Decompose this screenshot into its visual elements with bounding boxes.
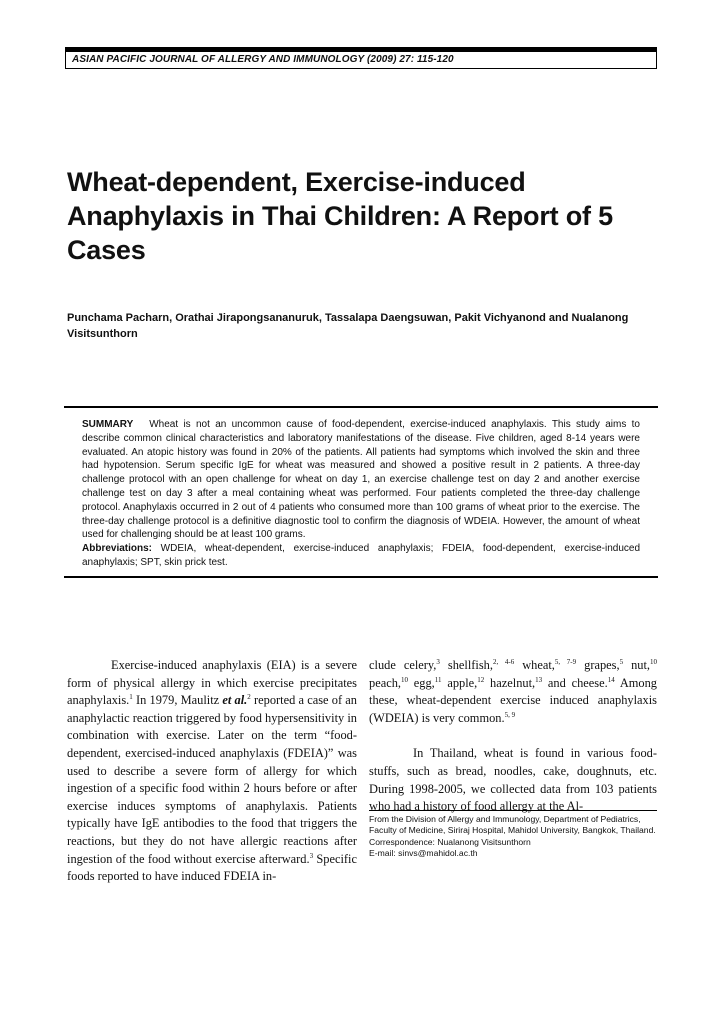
body-text: clude celery, <box>369 658 437 672</box>
citation-ref: 2 <box>247 693 251 702</box>
body-text-italic: et al. <box>222 693 248 708</box>
citation-ref: 11 <box>434 675 442 684</box>
affiliation-footnote <box>369 814 657 860</box>
footnote-divider <box>369 810 657 811</box>
citation-ref: 5, 9 <box>504 710 516 719</box>
citation-ref: 1 <box>129 693 133 702</box>
body-text: hazelnut, <box>484 675 536 690</box>
citation-ref: 10 <box>401 675 408 684</box>
body-text: nut, <box>623 658 651 672</box>
summary-label: SUMMARY <box>82 419 134 430</box>
paragraph-gap <box>369 727 657 745</box>
body-text: In 1979, Maulitz <box>132 693 223 708</box>
abbreviations-paragraph <box>82 542 640 570</box>
body-column-right <box>369 657 657 816</box>
body-text: egg, <box>408 675 435 690</box>
body-paragraph-2: In Thailand, wheat is found in various food-stuffs, such as bread, noodles, cake, doughnuts, etc. During 1998-2005, we collected data from 103 patients who had a history of food allergy at the Al- <box>369 746 657 814</box>
citation-ref: 14 <box>607 675 615 684</box>
body-text: reported a case of an anaphylactic reaction triggered by food hypersensitivity in combination with exercise. Later on the term “food-dependent, exercised-induced anaphylaxis (FDEIA)” was used to describe a severe form of allergy for which ingestion of a specific food within 2 hours before or after exercise induces symptoms of anaphylaxis. Patients typically have IgE antibodies to the food that triggers the reactions, but they do not have allergic reactions after ingestion of the food without exercise afterward. <box>67 693 357 866</box>
article-title: Wheat-dependent, Exercise-induced Anaphylaxis in Thai Children: A Report of 5 Cases <box>67 167 613 265</box>
citation-ref: 2, 4-6 <box>492 657 515 666</box>
citation-ref: 5, 7-9 <box>554 657 577 666</box>
footnote-correspondence: Correspondence: Nualanong Visitsunthorn <box>369 836 531 847</box>
footnote-email: E-mail: sinvs@mahidol.ac.th <box>369 848 478 859</box>
abbreviations-label: Abbreviations: <box>82 543 153 555</box>
journal-header: ASIAN PACIFIC JOURNAL OF ALLERGY AND IMMUNOLOGY (2009) 27: 115-120 <box>65 47 657 69</box>
citation-ref: 3 <box>436 657 440 666</box>
body-text: Specific foods reported to have induced FDEIA in- <box>67 851 357 884</box>
citation-ref: 12 <box>477 675 485 684</box>
summary-paragraph <box>82 418 640 542</box>
body-text: grapes, <box>576 658 620 672</box>
footnote-affiliation: From the Division of Allergy and Immunology, Department of Pediatrics, Faculty of Medicine, Siriraj Hospital, Mahidol University, Bangkok, Thailand. <box>369 814 656 836</box>
body-column-left <box>67 657 357 886</box>
body-paragraph-1-cont <box>369 657 657 727</box>
body-text: Exercise-induced anaphylaxis (EIA) is a severe form of physical allergy in which exercise precipitates anaphylaxis. <box>67 658 357 708</box>
body-text: and cheese. <box>542 675 608 690</box>
citation-ref: 5 <box>619 657 624 666</box>
body-text: wheat, <box>514 658 555 672</box>
body-text: apple, <box>441 675 478 690</box>
body-text: peach, <box>369 675 401 690</box>
body-text: shellfish, <box>439 658 493 672</box>
citation-ref: 13 <box>535 675 543 684</box>
body-text: Among these, wheat-dependent exercise induced anaphylaxis (WDEIA) is very common. <box>369 675 657 725</box>
body-paragraph-1 <box>67 657 357 886</box>
summary-box <box>64 406 658 578</box>
citation-ref: 10 <box>650 657 658 666</box>
citation-ref: 3 <box>309 851 314 860</box>
abbreviations-text: WDEIA, wheat-dependent, exercise-induced anaphylaxis; FDEIA, food-dependent, exercise-induced anaphylaxis; SPT, skin prick test. <box>82 543 641 568</box>
author-list: Punchama Pacharn, Orathai Jirapongsananuruk, Tassalapa Daengsuwan, Pakit Vichyanond and Nualanong Visitsunthorn <box>67 312 629 340</box>
summary-text: Wheat is not an uncommon cause of food-dependent, exercise-induced anaphylaxis. This study aims to describe common clinical characteristics and laboratory manifestations of the disease. Five children, aged 8-14 years were evaluated. An atopic history was found in 20% of the patients. All patients had symptoms which involved the skin and three had hypotension. Serum specific IgE for wheat was measured and showed a positive result in 2 patients. A three-day challenge protocol with an open challenge for wheat on day 1, an exercise challenge test on day 2 and another exercise challenge test on day 3 after a meal containing wheat was performed. Four patients completed the three-day challenge protocol. Anaphylaxis occurred in 2 out of 4 patients who consumed more than 100 grams of wheat prior to the exercise. The three-day challenge protocol is a definitive diagnostic tool to confirm the diagnosis of WDEIA. However, the amount of wheat used for challenging should be at least 100 grams. <box>82 419 640 541</box>
